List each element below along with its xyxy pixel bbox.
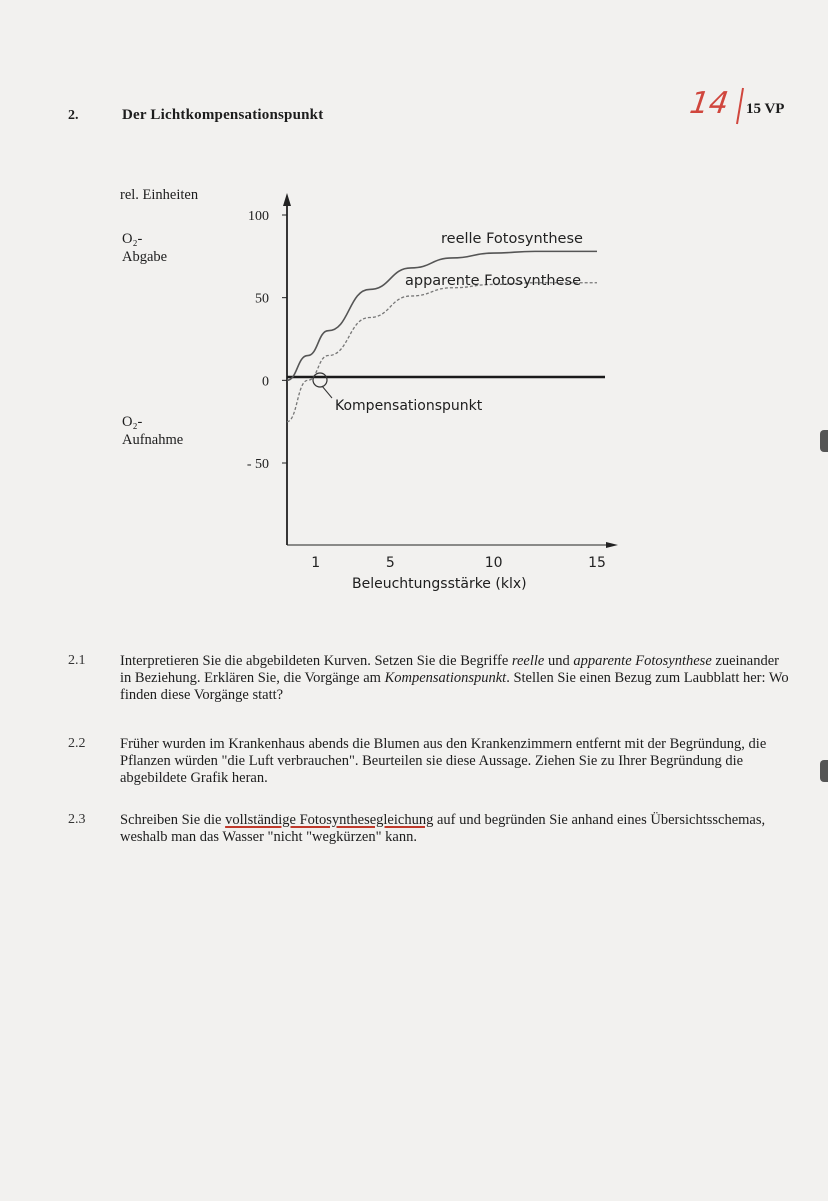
annotation-label: Kompensationspunkt [335, 398, 483, 414]
binder-clip [820, 430, 828, 452]
question-number: 2.1 [68, 653, 86, 668]
question-number: 2.3 [68, 812, 86, 827]
annotation-pointer [322, 386, 332, 398]
x-tick-label: 15 [588, 555, 606, 571]
y-label-top-line2: Abgabe [122, 249, 168, 265]
term-kompensationspunkt: Kompensationspunkt [384, 670, 507, 686]
series-label: reelle Fotosynthese [441, 231, 583, 247]
series-line-reelle [287, 251, 597, 380]
series-label: apparente Fotosynthese [405, 273, 581, 289]
question-text [120, 812, 790, 846]
y-tick-label: 100 [248, 209, 269, 224]
question-text-part: Schreiben Sie die [120, 812, 226, 828]
y-tick-label: 0 [262, 374, 269, 390]
question-text-part: und [544, 653, 574, 669]
y-tick-label: 50 [255, 291, 269, 307]
y-label-bottom-line2: Aufnahme [122, 432, 184, 448]
x-tick-label: 1 [311, 555, 321, 571]
underlined-term: vollständige Fotosynthesegleichung [225, 812, 434, 828]
x-axis-arrow-icon [606, 542, 618, 548]
question-text [120, 653, 790, 704]
question-text-part: auf und begründen Sie anhand eines Übersichtsschemas, weshalb man das Wasser "nicht "wegkürzen" kann. [120, 812, 766, 845]
y-label-top-line1: O₂- [122, 231, 143, 247]
y-tick-label: - 50 [246, 457, 269, 472]
handwritten-score: 14 [687, 86, 731, 121]
question-text-part: . Stellen Sie einen Bezug zum Laubblatt her: Wo finden diese Vorgänge statt? [120, 670, 789, 703]
task-title: Der Lichtkompensationspunkt [122, 107, 324, 123]
y-unit-label: rel. Einheiten [120, 187, 199, 203]
term-reelle: reelle [511, 653, 545, 669]
score-max: 15 VP [746, 101, 785, 117]
x-tick-label: 10 [484, 555, 503, 571]
x-axis-label: Beleuchtungsstärke (klx) [352, 576, 527, 592]
question-number: 2.2 [68, 736, 86, 751]
compensation-point-marker [313, 373, 327, 387]
y-axis-arrow-icon [283, 193, 291, 206]
question-text-part: Interpretieren Sie die abgebildeten Kurven. Setzen Sie die Begriffe [120, 653, 512, 669]
term-apparente: apparente Fotosynthese [573, 653, 712, 669]
binder-clip [820, 760, 828, 782]
y-label-bottom-line1: O₂- [122, 414, 143, 430]
task-number: 2. [68, 108, 79, 123]
x-tick-label: 5 [385, 555, 395, 571]
question-text: Früher wurden im Krankenhaus abends die Blumen aus den Krankenzimmern entfernt mit der Begründung, die Pflanzen würden "die Luft verbrauchen". Beurteilen sie diese Aussage. Ziehen Sie zu Ihrer Begründung die abgebildete Grafik heran. [120, 736, 767, 786]
question-text-part: zueinander in Beziehung. Erklären Sie, die Vorgänge am [120, 653, 779, 686]
